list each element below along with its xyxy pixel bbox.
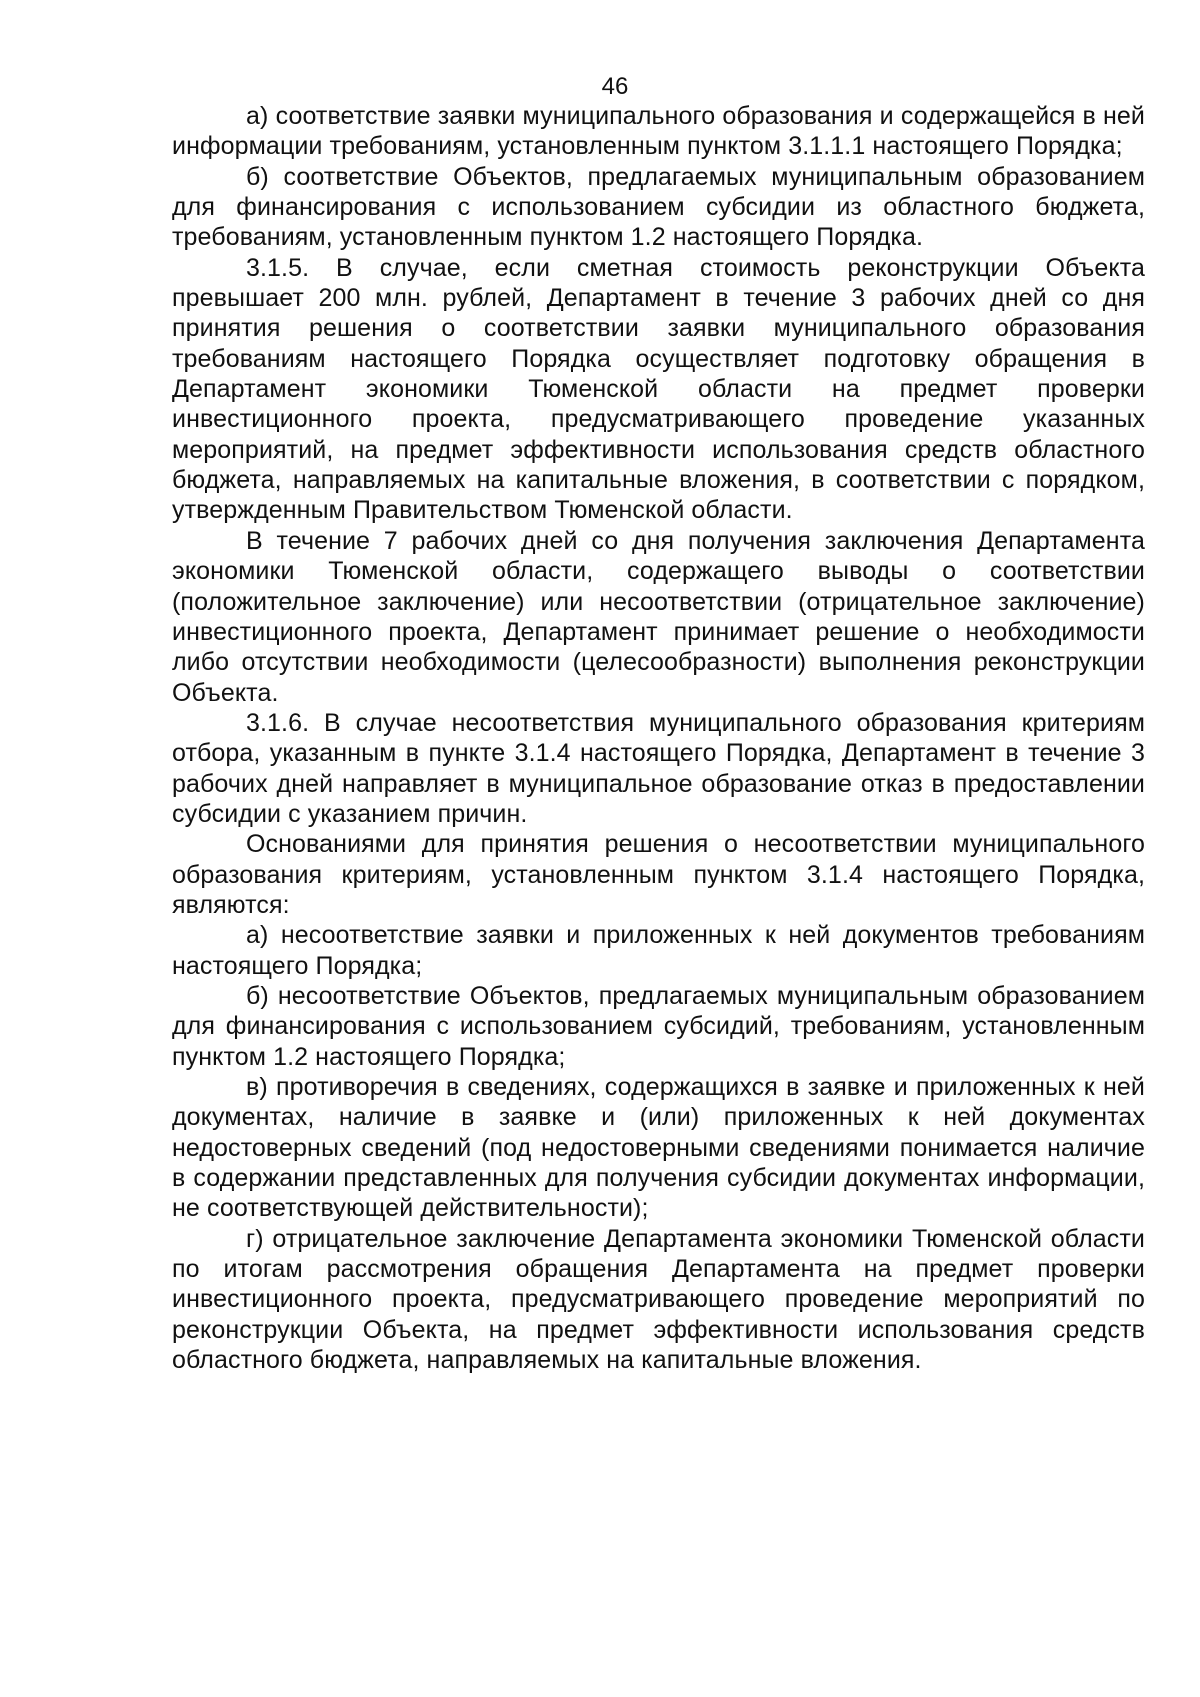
paragraph-ground-a: а) несоответствие заявки и приложенных к ней документов требованиям настоящего Порядка; [172, 921, 1145, 980]
paragraph-ground-g: г) отрицательное заключение Департамента экономики Тюменской области по итогам рассмотрения обращения Департамента на предмет проверки инвестиционного проекта, предусматривающего проведение мероприятий по реконструкции Объекта, на предмет эффективности использования средств областного бюджета, направляемых на капитальные вложения. [172, 1224, 1145, 1375]
document-body [172, 101, 1145, 1375]
paragraph-clause-3-1-5-continued: В течение 7 рабочих дней со дня получения заключения Департамента экономики Тюменской области, содержащего выводы о соответствии (положительное заключение) или несоответствии (отрицательное заключение) инвестиционного проекта, Департамент принимает решение о необходимости либо отсутствии необходимости (целесообразности) выполнения реконструкции Объекта. [172, 526, 1145, 707]
paragraph-ground-b: б) несоответствие Объектов, предлагаемых муниципальным образованием для финансирования с использованием субсидий, требованиям, установленным пунктом 1.2 настоящего Порядка; [172, 981, 1145, 1071]
paragraph-grounds-intro: Основаниями для принятия решения о несоответствии муниципального образования критериям, установленным пунктом 3.1.4 настоящего Порядка, являются: [172, 830, 1145, 919]
paragraph-clause-3-1-5: 3.1.5. В случае, если сметная стоимость реконструкции Объекта превышает 200 млн. рублей, Департамент в течение 3 рабочих дней со дня принятия решения о соответствии заявки муниципального образования требованиям настоящего Порядка осуществляет подготовку обращения в Департамент экономики Тюменской области на предмет проверки инвестиционного проекта, предусматривающего проведение указанных мероприятий, на предмет эффективности использования средств областного бюджета, направляемых на капитальные вложения, в соответствии с порядком, утвержденным Правительством Тюменской области. [172, 253, 1145, 525]
paragraph-subitem-b: б) соответствие Объектов, предлагаемых муниципальным образованием для финансирования с использованием субсидии из областного бюджета, требованиям, установленным пунктом 1.2 настоящего Порядка. [172, 162, 1145, 252]
page-number: 46 [601, 73, 629, 100]
paragraph-subitem-a: а) соответствие заявки муниципального образования и содержащейся в ней информации требованиям, установленным пунктом 3.1.1.1 настоящего Порядка; [172, 102, 1145, 161]
paragraph-ground-v: в) противоречия в сведениях, содержащихся в заявке и приложенных к ней документах, наличие в заявке и (или) приложенных к ней документах недостоверных сведений (под недостоверными сведениями понимается наличие в содержании представленных для получения субсидии документах информации, не соответствующей действительности); [172, 1073, 1145, 1223]
paragraph-clause-3-1-6: 3.1.6. В случае несоответствия муниципального образования критериям отбора, указанным в пункте 3.1.4 настоящего Порядка, Департамент в течение 3 рабочих дней направляет в муниципальное образование отказ в предоставлении субсидии с указанием причин. [172, 708, 1145, 828]
